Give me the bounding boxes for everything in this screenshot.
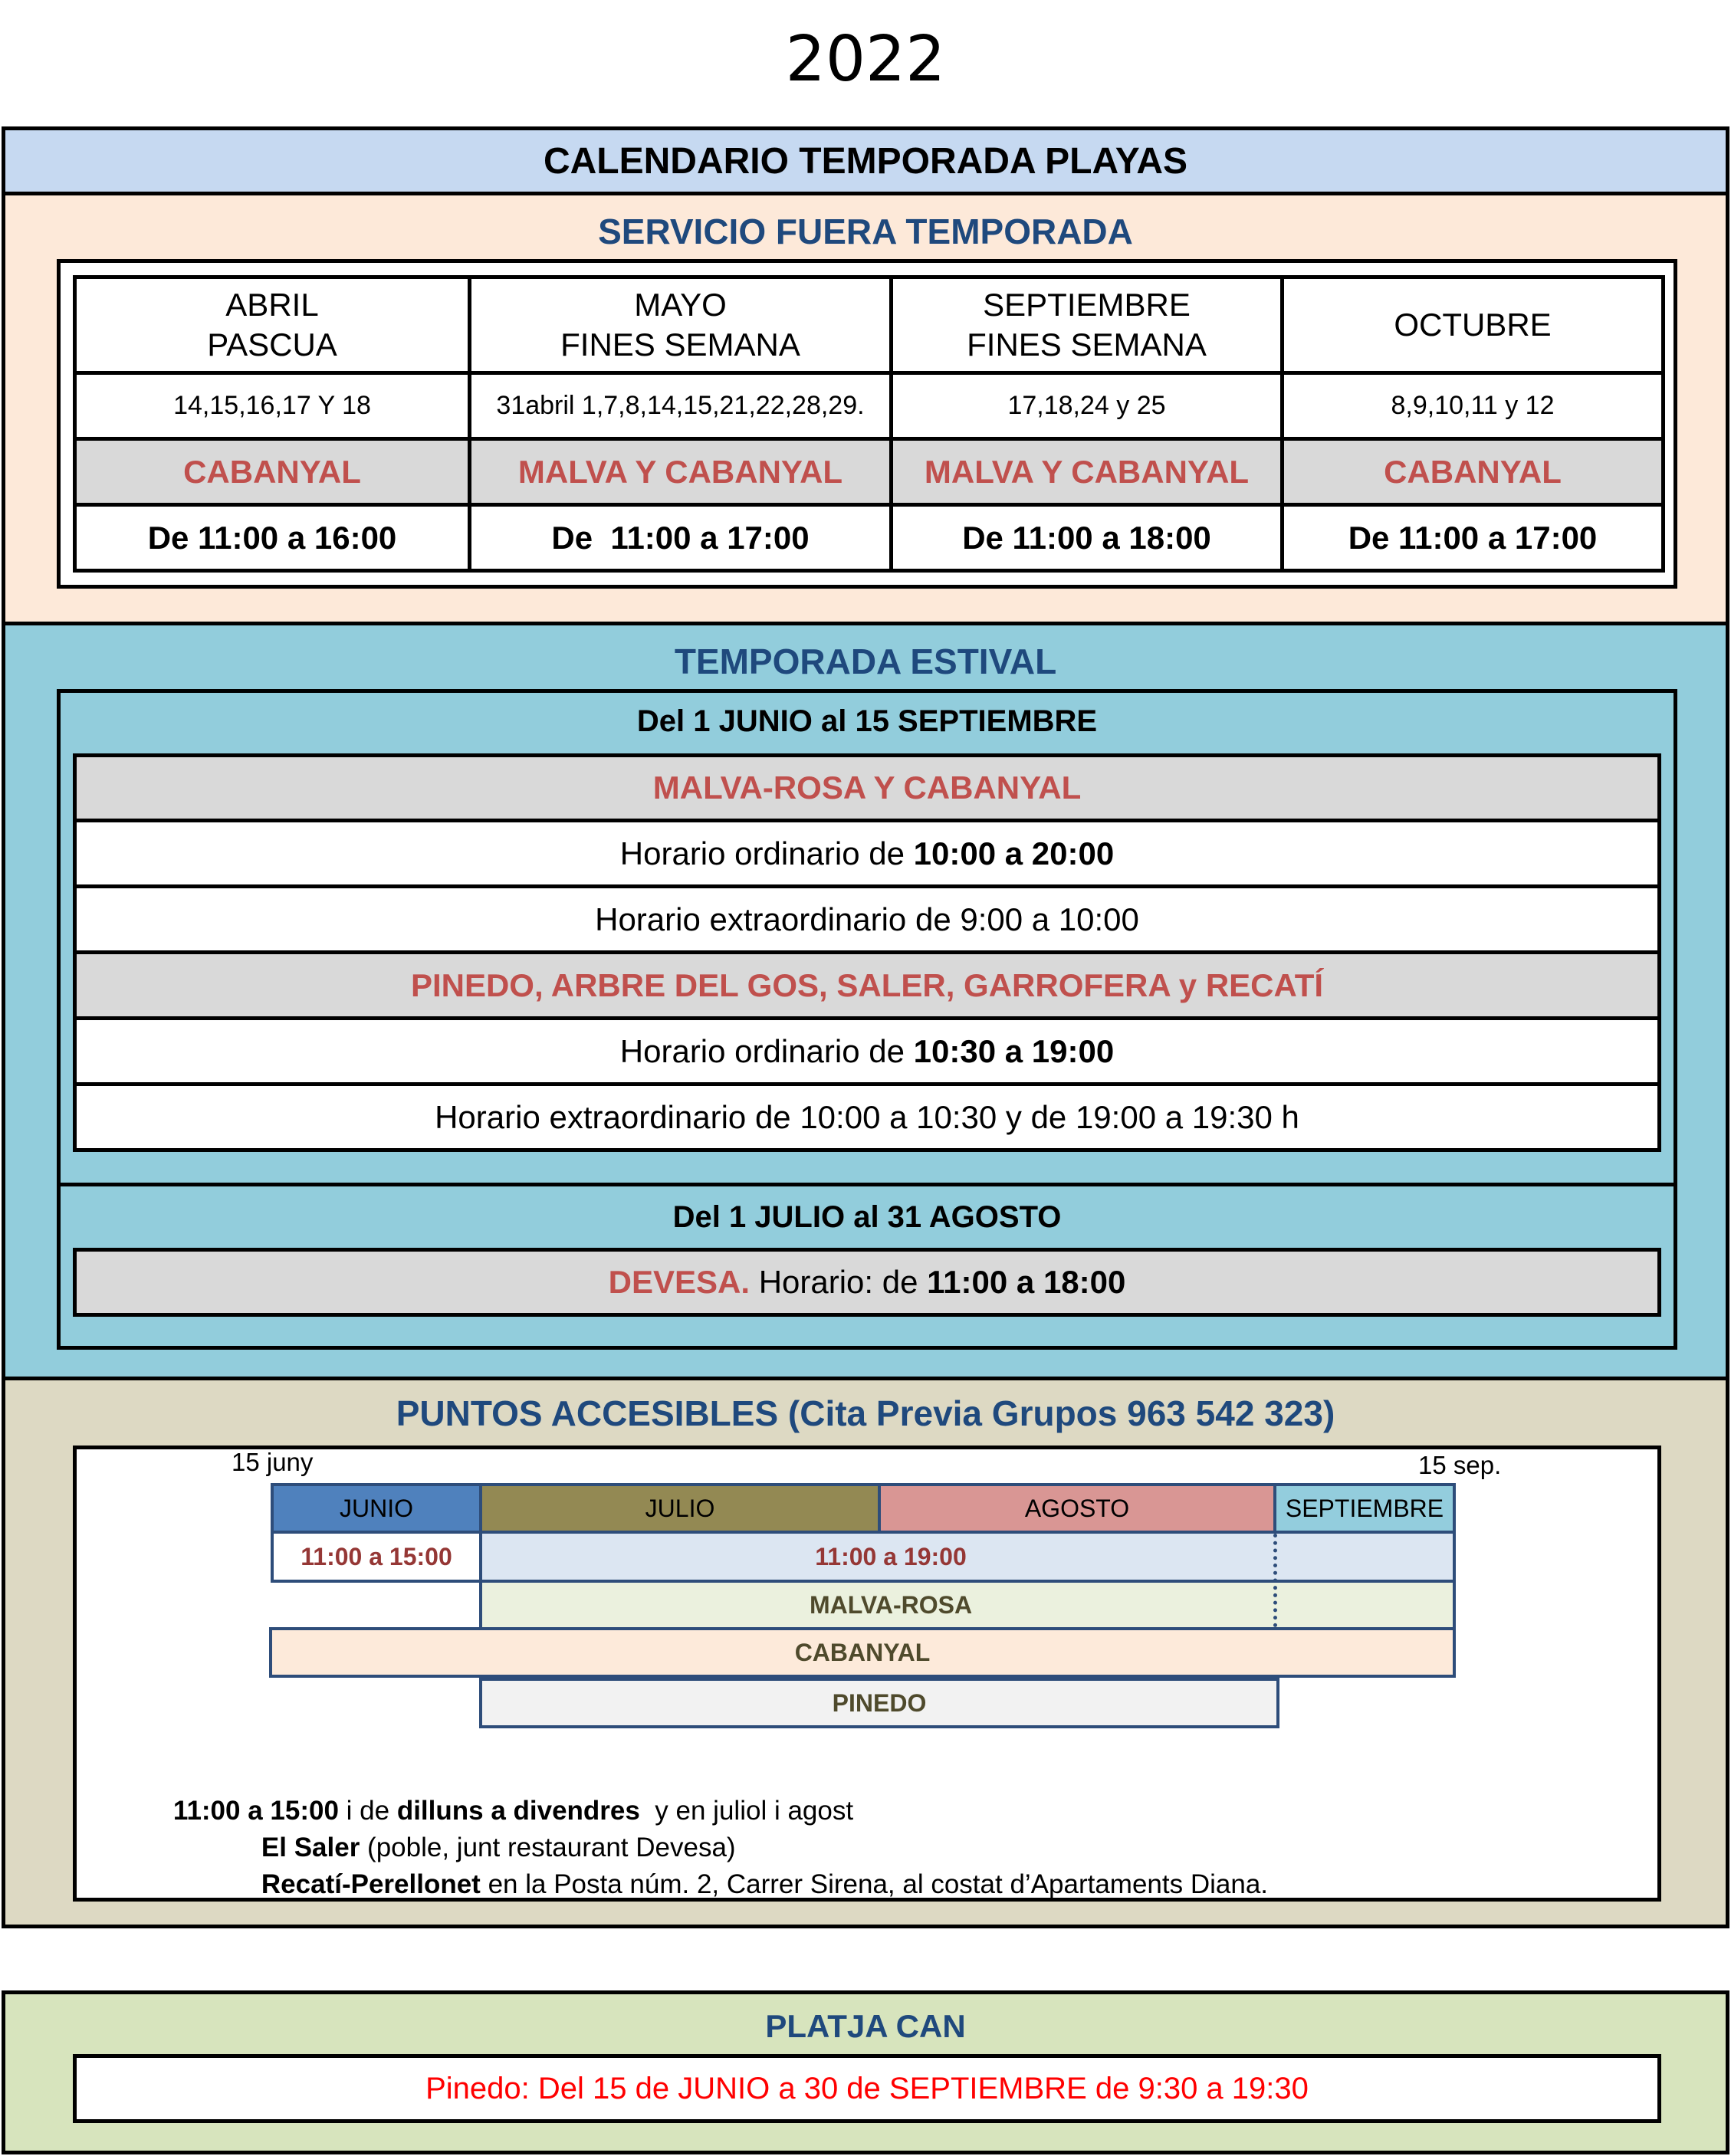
off-col-header: OCTUBRE [1283, 277, 1664, 373]
beach-malva-rosa: MALVA-ROSA [479, 1580, 1456, 1630]
off-beach: CABANYAL [75, 439, 470, 505]
label-end: 15 sep. [1418, 1451, 1502, 1479]
off-hours: De 11:00 a 18:00 [892, 505, 1283, 571]
off-dates: 14,15,16,17 Y 18 [75, 373, 470, 439]
month-july: JULIO [479, 1483, 881, 1534]
summer-group2-name: PINEDO, ARBRE DEL GOS, SALER, GARROFERA y RECATÍ [73, 950, 1661, 1020]
off-col-header: MAYO FINES SEMANA [470, 277, 892, 373]
summer-group2-extra: Horario extraordinario de 10:00 a 10:30 y de 19:00 a 19:30 h [73, 1082, 1661, 1152]
beach-cabanyal: CABANYAL [269, 1627, 1456, 1678]
dog-beach-title: PLATJA CAN [765, 2008, 966, 2044]
off-beach: MALVA Y CABANYAL [470, 439, 892, 505]
month-june: JUNIO [271, 1483, 482, 1534]
september-dotted-line [1273, 1534, 1277, 1627]
off-hours: De 11:00 a 16:00 [75, 505, 470, 571]
accessible-note-line1: 11:00 a 15:00 i de dilluns a divendres y en juliol i agost [172, 1796, 854, 1826]
beach-pinedo: PINEDO [479, 1678, 1279, 1728]
summer-divider [57, 1183, 1677, 1186]
off-season-title: SERVICIO FUERA TEMPORADA [598, 212, 1133, 251]
summer-period1: Del 1 JUNIO al 15 SEPTIEMBRE [636, 704, 1098, 738]
off-hours: De 11:00 a 17:00 [470, 505, 892, 571]
month-august: AGOSTO [878, 1483, 1276, 1534]
accessible-note-line2: El Saler (poble, junt restaurant Devesa) [261, 1833, 736, 1862]
off-hours: De 11:00 a 17:00 [1283, 505, 1664, 571]
main-title: CALENDARIO TEMPORADA PLAYAS [543, 140, 1188, 182]
off-season-table [73, 275, 1665, 573]
year-title: 2022 [785, 23, 946, 96]
summer-title: TEMPORADA ESTIVAL [674, 642, 1057, 681]
dog-beach-section [2, 1990, 1729, 2154]
accessible-title: PUNTOS ACCESIBLES (Cita Previa Grupos 963 542 323) [396, 1393, 1335, 1433]
summer-group1-name: MALVA-ROSA Y CABANYAL [73, 753, 1661, 822]
summer-group1-extra: Horario extraordinario de 9:00 a 10:00 [73, 884, 1661, 954]
hours-june: 11:00 a 15:00 [271, 1531, 482, 1583]
month-september: SEPTIEMBRE [1273, 1483, 1456, 1534]
dog-beach-text: Pinedo: Del 15 de JUNIO a 30 de SEPTIEMBRE de 9:30 a 19:30 [73, 2054, 1661, 2123]
summer-period2: Del 1 JULIO al 31 AGOSTO [672, 1200, 1062, 1234]
summer-section [2, 622, 1729, 1380]
summer-group2-ordinary: Horario ordinario de 10:30 a 19:00 [73, 1016, 1661, 1086]
accessible-note-line3: Recatí-Perellonet en la Posta núm. 2, Carrer Sirena, al costat d’Apartaments Diana. [261, 1869, 1269, 1899]
off-dates: 8,9,10,11 y 12 [1283, 373, 1664, 439]
off-season-section [2, 192, 1729, 625]
summer-group1-ordinary: Horario ordinario de 10:00 a 20:00 [73, 819, 1661, 888]
accessible-section [2, 1377, 1729, 1928]
label-start: 15 juny [232, 1448, 314, 1476]
off-beach: CABANYAL [1283, 439, 1664, 505]
off-beach: MALVA Y CABANYAL [892, 439, 1283, 505]
off-col-header: SEPTIEMBRE FINES SEMANA [892, 277, 1283, 373]
hours-summer: 11:00 a 19:00 [479, 1531, 1456, 1583]
off-col-header: ABRIL PASCUA [75, 277, 470, 373]
devesa-row: DEVESA. Horario: de 11:00 a 18:00 [73, 1248, 1661, 1317]
off-dates: 17,18,24 y 25 [892, 373, 1283, 439]
main-title-band [2, 126, 1729, 195]
off-dates: 31abril 1,7,8,14,15,21,22,28,29. [470, 373, 892, 439]
